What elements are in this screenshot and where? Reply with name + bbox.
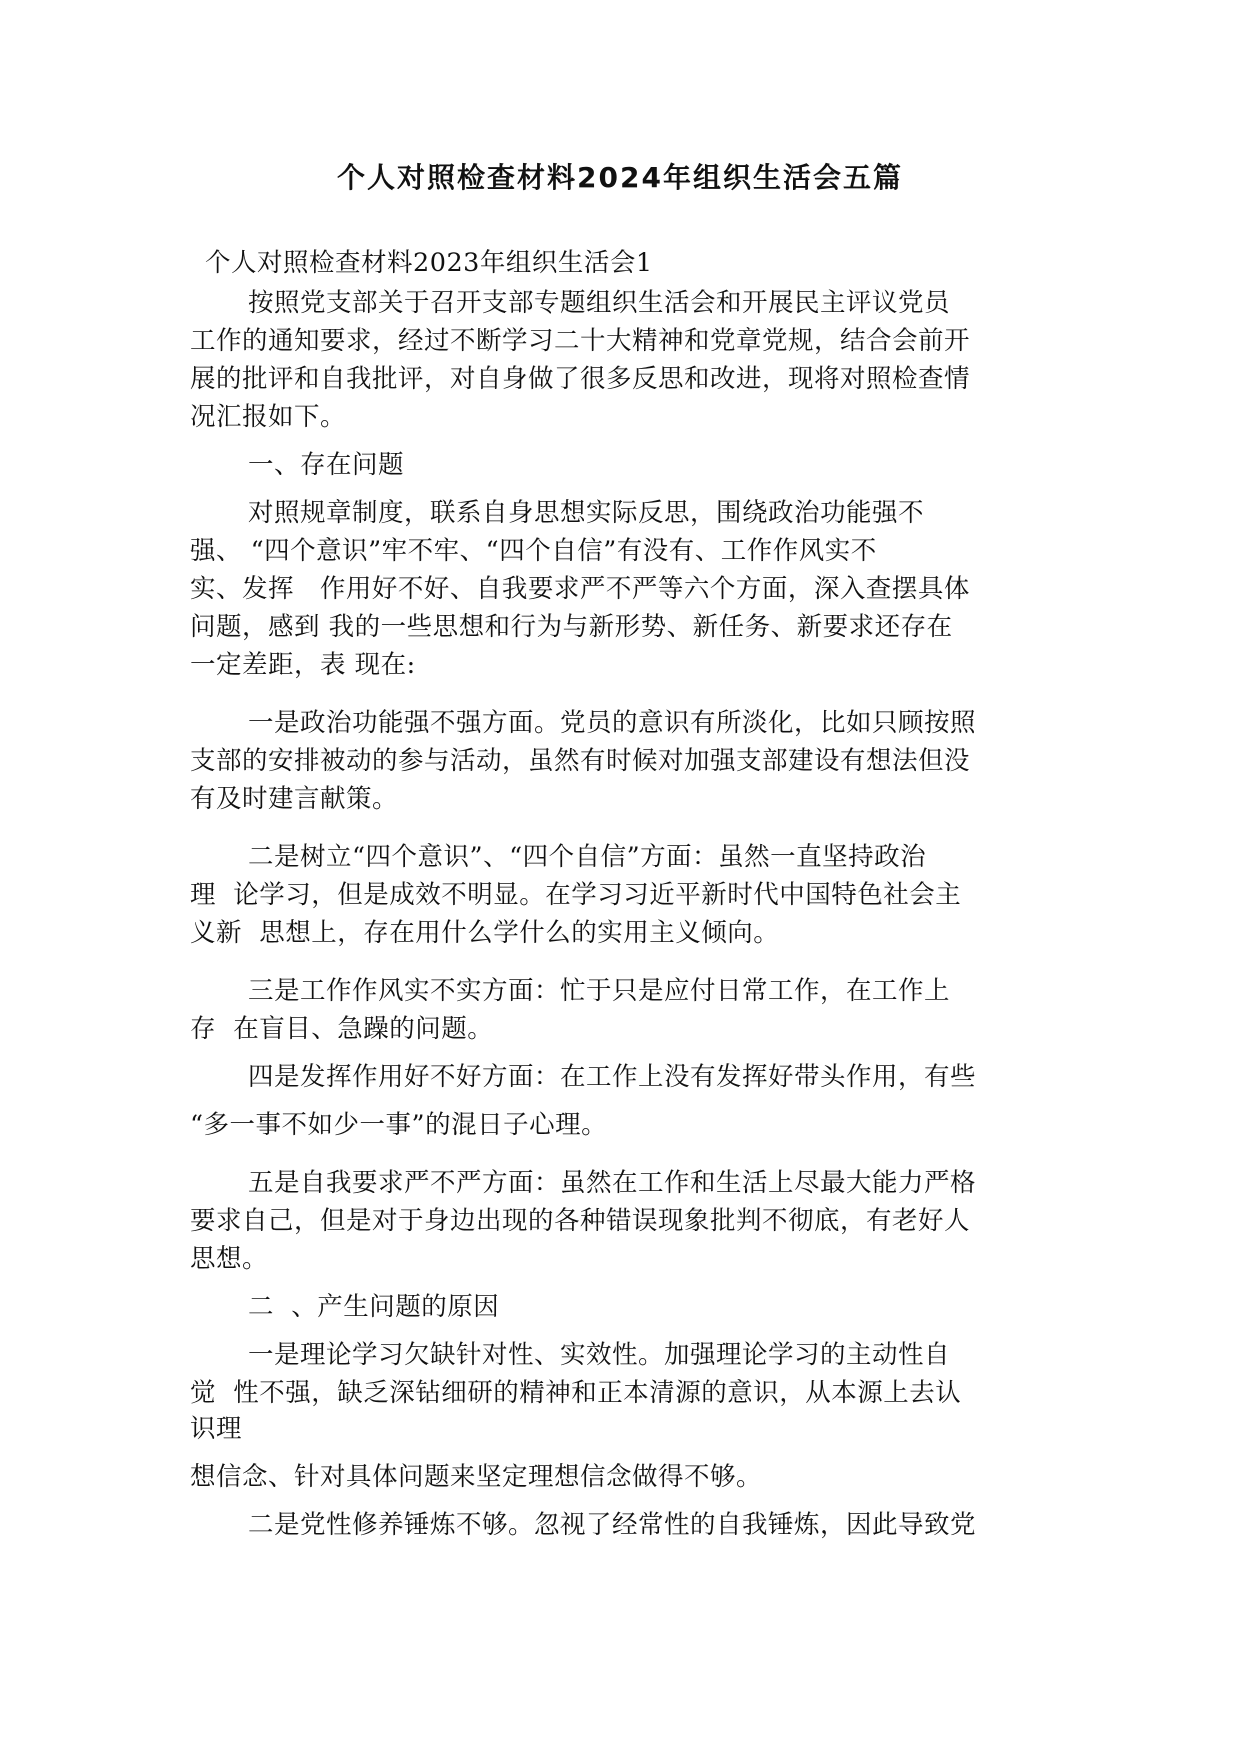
paragraph-line: 强、 “四个意识”牢不牢、“四个自信”有没有、工作作风实不 xyxy=(190,536,877,566)
paragraph-line: 义新 思想上，存在用什么学什么的实用主义倾向。 xyxy=(190,918,780,948)
paragraph-line: 三是工作作风实不实方面：忙于只是应付日常工作，在工作上 xyxy=(248,976,951,1006)
paragraph-line: 工作的通知要求，经过不断学习二十大精神和党章党规，结合会前开 xyxy=(190,326,971,356)
paragraph-line: 觉 性不强，缺乏深钻细研的精神和正本清源的意识，从本源上去认 xyxy=(190,1378,962,1408)
paragraph-line: 实、发挥 作用好不好、自我要求严不严等六个方面，深入查摆具体 xyxy=(190,574,970,604)
paragraph-line: “多一事不如少一事”的混日子心理。 xyxy=(190,1110,608,1140)
document-title: 个人对照检查材料2024年组织生活会五篇 xyxy=(337,161,903,194)
paragraph-line: 况汇报如下。 xyxy=(190,402,347,432)
paragraph-line: 一定差距，表 现在: xyxy=(190,650,416,680)
paragraph-line: 想信念、针对具体问题来坚定理想信念做得不够。 xyxy=(190,1462,763,1492)
paragraph-line: 五是自我要求严不严方面：虽然在工作和生活上尽最大能力严格 xyxy=(248,1168,977,1198)
paragraph-line: 问题，感到 我的一些思想和行为与新形势、新任务、新要求还存在 xyxy=(190,612,953,642)
paragraph-line: 四是发挥作用好不好方面：在工作上没有发挥好带头作用，有些 xyxy=(248,1062,977,1092)
section-heading: 二 、产生问题的原因 xyxy=(248,1292,500,1322)
section-subtitle: 个人对照检查材料2023年组织生活会1 xyxy=(205,248,653,278)
paragraph-line: 理 论学习，但是成效不明显。在学习习近平新时代中国特色社会主 xyxy=(190,880,962,910)
paragraph-line: 有及时建言献策。 xyxy=(190,784,399,814)
paragraph-line: 二是树立“四个意识”、“四个自信”方面：虽然一直坚持政治 xyxy=(248,842,927,872)
paragraph-line: 展的批评和自我批评，对自身做了很多反思和改进，现将对照检查情 xyxy=(190,364,971,394)
paragraph-line: 一是理论学习欠缺针对性、实效性。加强理论学习的主动性自 xyxy=(248,1340,951,1370)
paragraph-line: 思想。 xyxy=(190,1244,269,1274)
paragraph-line: 识理 xyxy=(190,1414,243,1444)
paragraph-line: 二是党性修养锤炼不够。忽视了经常性的自我锤炼，因此导致党 xyxy=(248,1510,977,1540)
paragraph-line: 对照规章制度，联系自身思想实际反思，围绕政治功能强不 xyxy=(248,498,925,528)
section-heading: 一、存在问题 xyxy=(248,450,405,480)
paragraph-line: 要求自己，但是对于身边出现的各种错误现象批判不彻底，有老好人 xyxy=(190,1206,971,1236)
paragraph-line: 支部的安排被动的参与活动，虽然有时候对加强支部建设有想法但没 xyxy=(190,746,971,776)
paragraph-line: 一是政治功能强不强方面。党员的意识有所淡化，比如只顾按照 xyxy=(248,708,977,738)
paragraph-line: 按照党支部关于召开支部专题组织生活会和开展民主评议党员 xyxy=(248,288,951,318)
paragraph-line: 存 在盲目、急躁的问题。 xyxy=(190,1014,494,1044)
